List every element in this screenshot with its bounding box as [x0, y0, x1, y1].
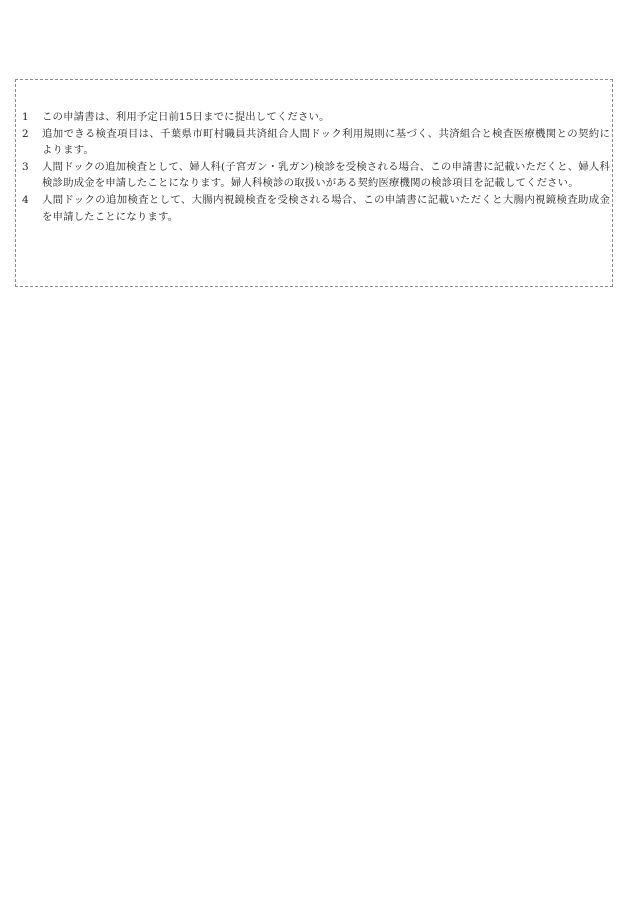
notes-box	[15, 79, 613, 287]
note-text: 追加できる検査項目は、千葉県市町村職員共済組合人間ドック利用規則に基づく、共済組合と検査医療機関との契約によります。	[42, 127, 610, 157]
note-number: 4	[22, 193, 29, 206]
note-item-4	[22, 192, 610, 225]
note-text: この申請書は、利用予定日前15日までに提出してください。	[42, 111, 330, 123]
note-item-3	[22, 159, 610, 192]
note-text: 人間ドックの追加検査として、大腸内視鏡検査を受検される場合、この申請書に記載いただくと大腸内視鏡検査助成金を申請したことになります。	[42, 193, 610, 223]
note-text: 人間ドックの追加検査として、婦人科(子宮ガン・乳ガン)検診を受検される場合、この申請書に記載いただくと、婦人科検診助成金を申請したことになります。婦人科検診の取扱いがある契約医療機関の検診項目を記載してください。	[42, 160, 610, 190]
note-item-1	[22, 109, 610, 126]
note-number: 2	[22, 127, 29, 140]
note-number: 1	[22, 111, 29, 123]
notes-list	[22, 109, 610, 225]
note-item-2	[22, 126, 610, 159]
note-number: 3	[22, 160, 29, 173]
